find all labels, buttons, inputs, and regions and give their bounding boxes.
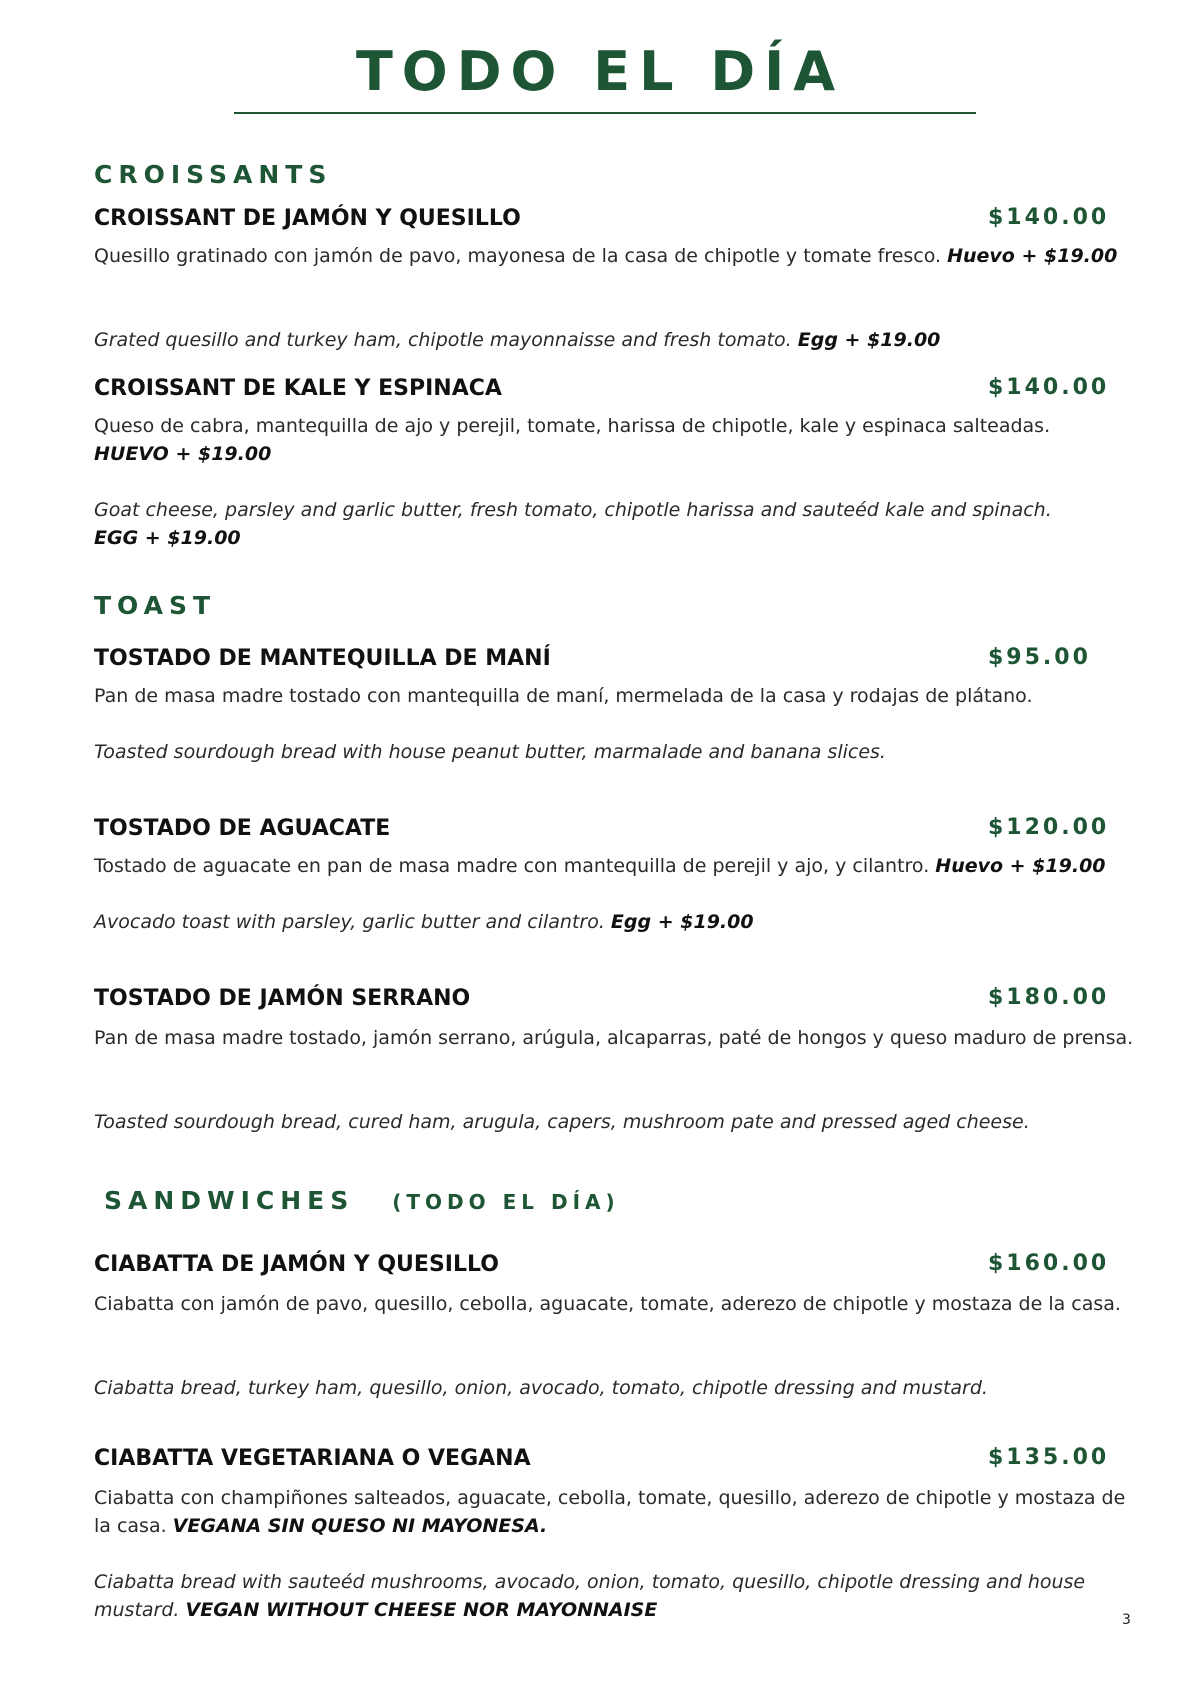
item-desc-en-tostado-mani: Toasted sourdough bread with house peanut butter, marmalade and banana slices. [94,741,886,763]
item-desc-es-tostado-aguacate: Tostado de aguacate en pan de masa madre con mantequilla de perejil y ajo, y cilantro. Huevo + $19.00 [94,855,1106,877]
item-price-tostado-aguacate: $120.00 [988,815,1110,840]
item-desc-es-croissant-jamon: Quesillo gratinado con jamón de pavo, mayonesa de la casa de chipotle y tomate fresco. Huevo + $19.00 [94,245,1118,267]
item-price-tostado-mani: $95.00 [988,645,1091,670]
item-name-tostado-aguacate: TOSTADO DE AGUACATE [94,816,391,841]
title-divider [234,112,976,114]
item-desc-es-tostado-serrano: Pan de masa madre tostado, jamón serrano, arúgula, alcaparras, paté de hongos y queso maduro de prensa. [94,1027,1134,1049]
item-desc-en-tostado-serrano: Toasted sourdough bread, cured ham, arugula, capers, mushroom pate and pressed aged cheese. [94,1111,1030,1133]
item-desc-es-ciabatta-veg: Ciabatta con champiñones salteados, aguacate, cebolla, tomate, quesillo, aderezo de chipotle y mostaza de la casa. VEGANA SIN QUESO NI MAYONESA. [94,1487,1126,1537]
item-name-tostado-serrano: TOSTADO DE JAMÓN SERRANO [94,986,471,1011]
section-title-sandwiches: SANDWICHES (TODO EL DÍA) [104,1186,620,1215]
item-name-croissant-jamon: CROISSANT DE JAMÓN Y QUESILLO [94,206,521,231]
section-note-sandwiches: (TODO EL DÍA) [392,1190,620,1214]
item-desc-es-croissant-kale: Queso de cabra, mantequilla de ajo y perejil, tomate, harissa de chipotle, kale y espinaca salteadas. HUEVO + $19.00 [94,415,1051,465]
item-price-ciabatta-jamon: $160.00 [988,1251,1110,1276]
item-name-ciabatta-jamon: CIABATTA DE JAMÓN Y QUESILLO [94,1252,499,1277]
item-desc-en-ciabatta-jamon: Ciabatta bread, turkey ham, quesillo, onion, avocado, tomato, chipotle dressing and mustard. [94,1377,988,1399]
item-extra-en: Egg + $19.00 [610,911,754,933]
item-price-ciabatta-veg: $135.00 [988,1445,1110,1470]
item-price-croissant-kale: $140.00 [988,375,1110,400]
item-extra-en: EGG + $19.00 [94,527,241,549]
item-name-croissant-kale: CROISSANT DE KALE Y ESPINACA [94,376,502,401]
item-extra-es: VEGANA SIN QUESO NI MAYONESA. [172,1515,548,1537]
item-price-croissant-jamon: $140.00 [988,205,1110,230]
item-extra-en: Egg + $19.00 [797,329,941,351]
item-desc-en-tostado-aguacate: Avocado toast with parsley, garlic butter and cilantro. Egg + $19.00 [94,911,754,933]
item-name-tostado-mani: TOSTADO DE MANTEQUILLA DE MANÍ [94,646,551,671]
section-title-croissants: CROISSANTS [94,160,333,189]
item-extra-es: Huevo + $19.00 [935,855,1106,877]
item-desc-es-tostado-mani: Pan de masa madre tostado con mantequilla de maní, mermelada de la casa y rodajas de plátano. [94,685,1033,707]
page-number: 3 [1122,1612,1131,1628]
item-desc-en-croissant-kale: Goat cheese, parsley and garlic butter, fresh tomato, chipotle harissa and sauteéd kale and spinach. EGG + $19.00 [94,499,1052,549]
item-desc-en-croissant-jamon: Grated quesillo and turkey ham, chipotle mayonnaisse and fresh tomato. Egg + $19.00 [94,329,941,351]
section-title-toast: TOAST [94,591,217,620]
item-price-tostado-serrano: $180.00 [988,985,1110,1010]
page-title: TODO EL DÍA [355,40,845,103]
item-desc-es-ciabatta-jamon: Ciabatta con jamón de pavo, quesillo, cebolla, aguacate, tomate, aderezo de chipotle y mostaza de la casa. [94,1293,1121,1315]
item-desc-en-ciabatta-veg: Ciabatta bread with sauteéd mushrooms, avocado, onion, tomato, quesillo, chipotle dressing and house mustard. VEGAN WITHOUT CHEESE NOR MAYONNAISE [94,1571,1086,1621]
item-extra-es: HUEVO + $19.00 [94,443,272,465]
item-name-ciabatta-veg: CIABATTA VEGETARIANA O VEGANA [94,1446,531,1471]
item-extra-es: Huevo + $19.00 [947,245,1118,267]
item-extra-en: VEGAN WITHOUT CHEESE NOR MAYONNAISE [185,1599,658,1621]
